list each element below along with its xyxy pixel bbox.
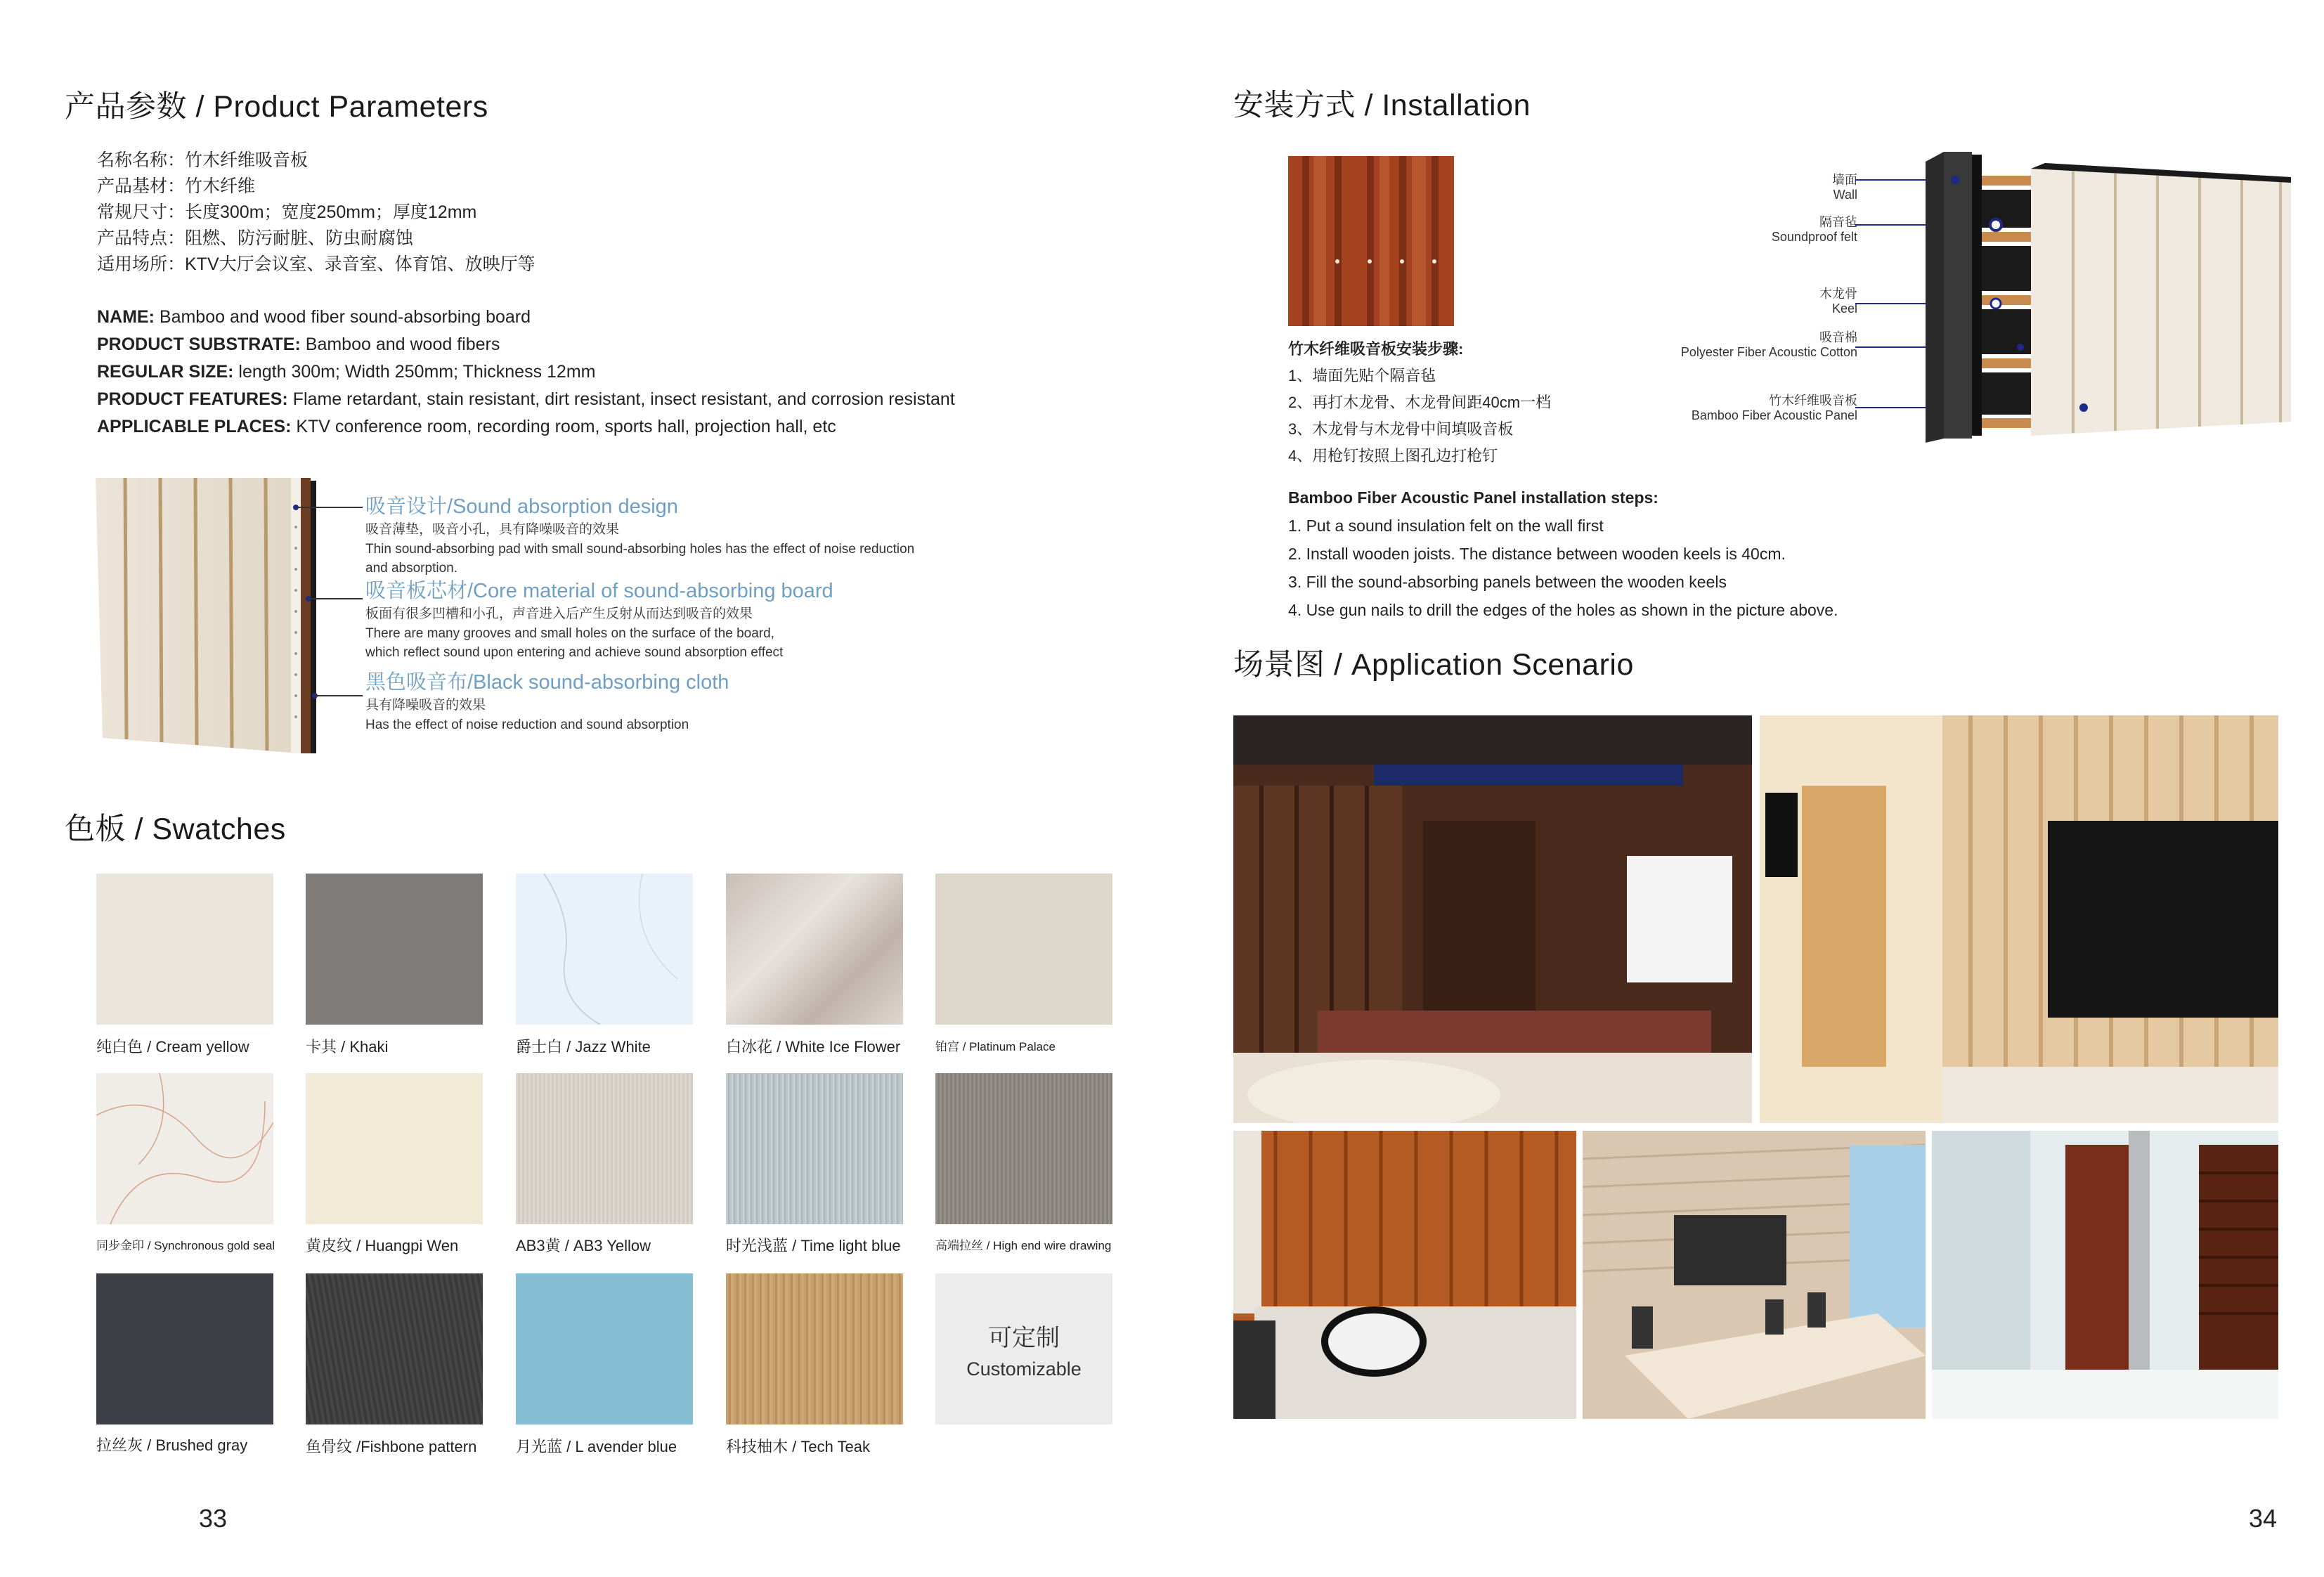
swatch-label: 爵士白 / Jazz White [516,1038,651,1056]
step-en: 3. Fill the sound-absorbing panels between the wooden keels [1288,573,1727,591]
swatch-label: 科技柚木 / Tech Teak [726,1438,870,1455]
swatch-tech-teak[interactable] [726,1273,903,1425]
custom-en-label: Customizable [966,1358,1082,1380]
param-en-line: APPLICABLE PLACES: KTV conference room, recording room, sports hall, projection hall, etc [97,417,836,436]
swatch-huangpi-wen[interactable] [306,1073,483,1224]
swatch-white-ice-flower[interactable] [726,874,903,1025]
swatch-khaki[interactable] [306,874,483,1025]
swatch-label: AB3黄 / AB3 Yellow [516,1237,651,1254]
install-steps-cn [1288,336,1551,469]
swatches-title: 色板 / Swatches [65,812,286,846]
param-cn-line: 产品特点：阻燃、防污耐脏、防虫耐腐蚀 [97,228,414,248]
swatch-platinum-palace[interactable] [935,874,1112,1025]
swatch-jazz-white[interactable] [516,874,693,1025]
swatch-label: 鱼骨纹 /Fishbone pattern [306,1438,477,1455]
page-number-right: 34 [2249,1504,2278,1533]
parameters-en-list [97,304,955,441]
swatch-ab3-yellow[interactable] [516,1073,693,1224]
wood-panel-photo [1288,156,1454,326]
swatch-fishbone-pattern[interactable] [306,1273,483,1425]
layer-label-panel: 竹木纤维吸音板 Bamboo Fiber Acoustic Panel [1691,394,1857,422]
swatch-brushed-gray[interactable] [96,1273,273,1425]
feature-black-cloth: 黑色吸音布/Black sound-absorbing cloth 具有降噪吸音的效果 Has the effect of noise reduction and sound absorption [365,671,729,732]
swatch-synchronous-gold-seal[interactable] [96,1073,273,1224]
install-steps-en [1288,484,1838,624]
param-cn-line: 常规尺寸：长度300m；宽度250mm；厚度12mm [97,202,477,222]
installation-title: 安装方式 / Installation [1233,89,1531,122]
swatch-label: 卡其 / Khaki [306,1038,389,1056]
scene-sofa-photo [1233,1131,1576,1419]
swatch-time-light-blue[interactable] [726,1073,903,1224]
acoustic-panel-image [96,478,318,753]
panel-features [365,493,998,741]
layer-label-felt: 隔音毡 Soundproof felt [1771,215,1857,244]
scene-conference-room-photo [1583,1131,1926,1419]
swatch-label: 时光浅蓝 / Time light blue [726,1237,901,1254]
feature-sound-absorption: 吸音设计/Sound absorption design 吸音薄垫，吸音小孔，具有降噪吸音的效果 Thin sound-absorbing pad with small sound-absorbing holes has the effect of noise reduction and absorption. [365,495,915,576]
step-en: 4. Use gun nails to drill the edges of the holes as shown in the picture above. [1288,601,1838,619]
scene-corridor-photo [1932,1131,2278,1419]
param-en-line: PRODUCT FEATURES: Flame retardant, stain resistant, dirt resistant, insect resistant, and corrosion resistant [97,389,955,409]
swatch-label: 纯白色 / Cream yellow [96,1038,249,1056]
step-cn: 2、再打木龙骨、木龙骨间距40cm一档 [1288,394,1552,411]
step-en: 1. Put a sound insulation felt on the wall first [1288,517,1604,535]
param-en-line: REGULAR SIZE: length 300m; Width 250mm; Thickness 12mm [97,362,596,382]
leader-lines [295,492,372,717]
param-cn-line: 产品基材：竹木纤维 [97,176,256,196]
application-scenario-title: 场景图 / Application Scenario [1233,648,1634,682]
feature-core-material: 吸音板芯材/Core material of sound-absorbing board 板面有很多凹槽和小孔，声音进入后产生反射从而达到吸音的效果 There are many grooves and small holes on the surface of the board, which reflect sound upon entering and achieve sound absorption effect [365,580,833,660]
swatch-lavender-blue[interactable] [516,1273,693,1425]
parameters-cn-list [97,148,535,278]
scene-home-theater-photo [1233,715,1752,1123]
scene-living-room-photo [1760,715,2278,1123]
swatch-label: 拉丝灰 / Brushed gray [96,1436,248,1454]
swatch-high-end-wire-drawing[interactable] [935,1073,1112,1224]
swatch-cream-yellow[interactable] [96,874,273,1025]
step-en: 2. Install wooden joists. The distance between wooden keels is 40cm. [1288,545,1786,563]
param-en-line: NAME: Bamboo and wood fiber sound-absorbing board [97,307,531,327]
custom-cn-label: 可定制 [988,1324,1060,1351]
param-en-line: PRODUCT SUBSTRATE: Bamboo and wood fibers [97,335,500,354]
step-cn: 4、用枪钉按照上图孔边打枪钉 [1288,447,1498,465]
swatch-label: 铂宫 / Platinum Palace [935,1040,1056,1053]
swatch-label: 同步金印 / Synchronous gold seal [96,1239,275,1252]
layer-label-wall: 墙面 Wall [1832,173,1857,202]
swatch-label: 黄皮纹 / Huangpi Wen [306,1237,459,1254]
layer-label-keel: 木龙骨 Keel [1819,287,1857,316]
step-cn: 1、墙面先贴个隔音毡 [1288,367,1436,384]
swatch-customizable[interactable] [935,1273,1112,1425]
param-cn-line: 名称名称：竹木纤维吸音板 [97,150,309,170]
layer-label-cotton: 吸音棉 Polyester Fiber Acoustic Cotton [1680,330,1857,359]
product-parameters-title: 产品参数 / Product Parameters [65,90,488,124]
param-cn-line: 适用场所：KTV大厅会议室、录音室、体育馆、放映厅等 [97,254,535,274]
installation-diagram [1855,141,2291,450]
swatch-label: 高端拉丝 / High end wire drawing [935,1239,1112,1252]
steps-en-heading: Bamboo Fiber Acoustic Panel installation steps: [1288,488,1658,507]
steps-cn-heading: 竹木纤维吸音板安装步骤: [1288,340,1464,358]
swatch-label: 月光蓝 / L avender blue [516,1438,677,1455]
swatch-label: 白冰花 / White Ice Flower [726,1038,901,1056]
step-cn: 3、木龙骨与木龙骨中间填吸音板 [1288,420,1514,438]
page-number-left: 33 [199,1504,228,1533]
